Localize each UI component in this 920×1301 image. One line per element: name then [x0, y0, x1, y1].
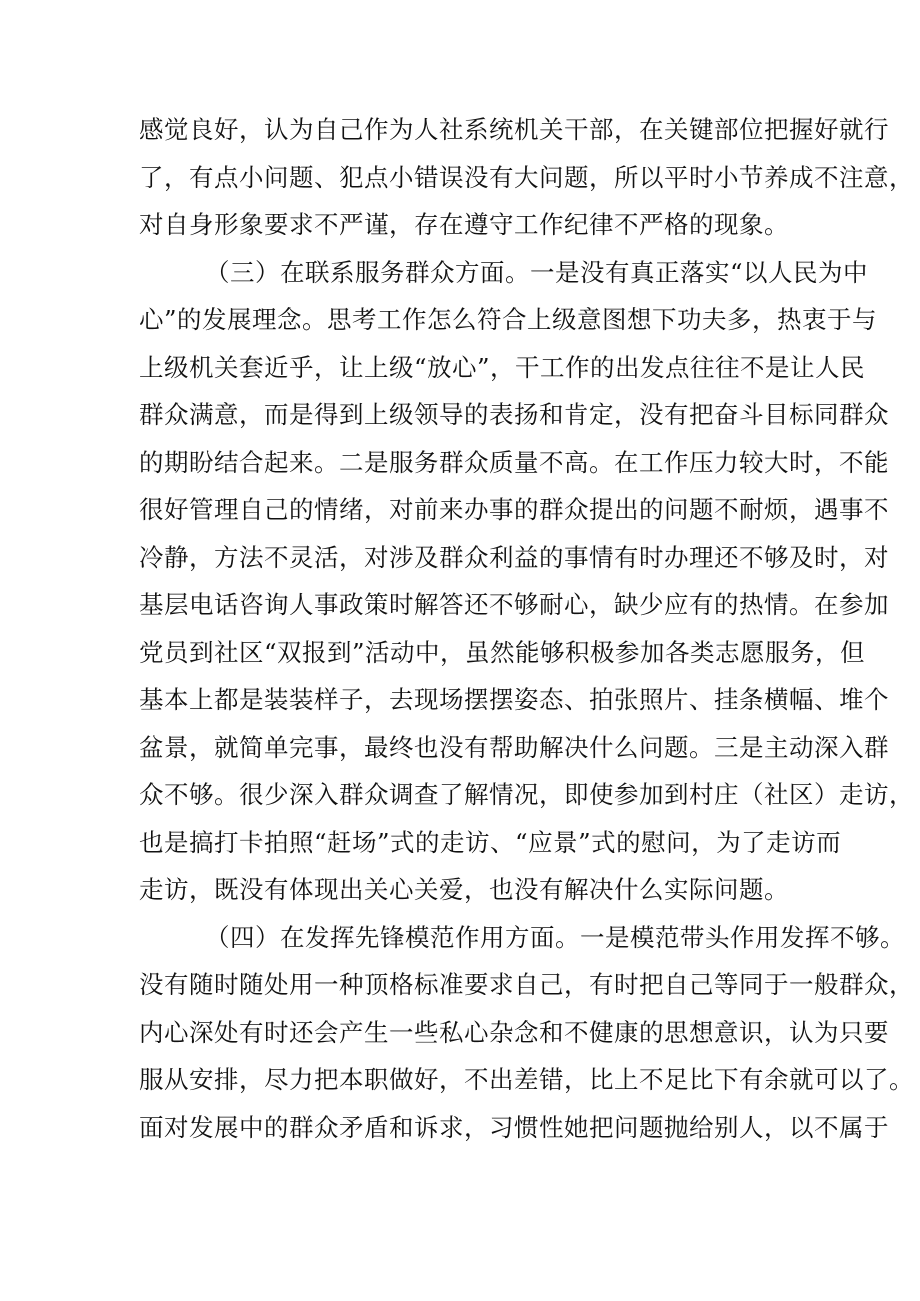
text-line-2: 了，有点小问题、犯点小错误没有大问题，所以平时小节养成不注意， — [139, 163, 914, 192]
text-line-19: 没有随时随处用一种顶格标准要求自己，有时把自己等同于一般群众， — [139, 970, 914, 999]
text-line-20: 内心深处有时还会产生一些私心杂念和不健康的思想意识，认为只要 — [139, 1018, 889, 1047]
text-line-9: 很好管理自己的情绪，对前来办事的群众提出的问题不耐烦，遇事不 — [139, 495, 889, 524]
text-line-21: 服从安排，尽力把本职做好，不出差错，比上不足比下有余就可以了。 — [139, 1065, 914, 1094]
text-line-17: 走访，既没有体现出关心关爱，也没有解决什么实际问题。 — [139, 875, 789, 904]
text-line-11: 基层电话咨询人事政策时解答还不够耐心，缺少应有的热情。在参加 — [139, 590, 889, 619]
text-line-7: 群众满意，而是得到上级领导的表扬和肯定，没有把奋斗目标同群众 — [139, 400, 889, 429]
text-line-6: 上级机关套近乎，让上级“放心”，干工作的出发点往往不是让人民 — [139, 353, 866, 382]
text-line-10: 冷静，方法不灵活，对涉及群众利益的事情有时办理还不够及时，对 — [139, 543, 889, 572]
paragraph-4-start: （四）在发挥先锋模范作用方面。一是模范带头作用发挥不够。 — [205, 923, 905, 952]
text-line-1: 感觉良好，认为自己作为人社系统机关干部，在关键部位把握好就行 — [139, 115, 889, 144]
text-line-15: 众不够。很少深入群众调查了解情况，即使参加到村庄（社区）走访， — [139, 780, 914, 809]
text-line-3: 对自身形象要求不严谨，存在遵守工作纪律不严格的现象。 — [139, 210, 789, 239]
text-line-13: 基本上都是装装样子，去现场摆摆姿态、拍张照片、挂条横幅、堆个 — [139, 685, 889, 714]
text-line-12: 党员到社区“双报到”活动中，虽然能够积极参加各类志愿服务，但 — [139, 638, 866, 667]
text-line-8: 的期盼结合起来。二是服务群众质量不高。在工作压力较大时，不能 — [139, 448, 889, 477]
text-line-16: 也是搞打卡拍照“赶场”式的走访、“应景”式的慰问，为了走访而 — [139, 828, 842, 857]
text-line-5: 心”的发展理念。思考工作怎么符合上级意图想下功夫多，热衷于与 — [139, 305, 878, 334]
text-line-14: 盆景，就简单完事，最终也没有帮助解决什么问题。三是主动深入群 — [139, 733, 889, 762]
text-line-22: 面对发展中的群众矛盾和诉求，习惯性她把问题抛给别人，以不属于 — [139, 1113, 889, 1142]
paragraph-3-start: （三）在联系服务群众方面。一是没有真正落实“以人民为中 — [205, 258, 869, 287]
